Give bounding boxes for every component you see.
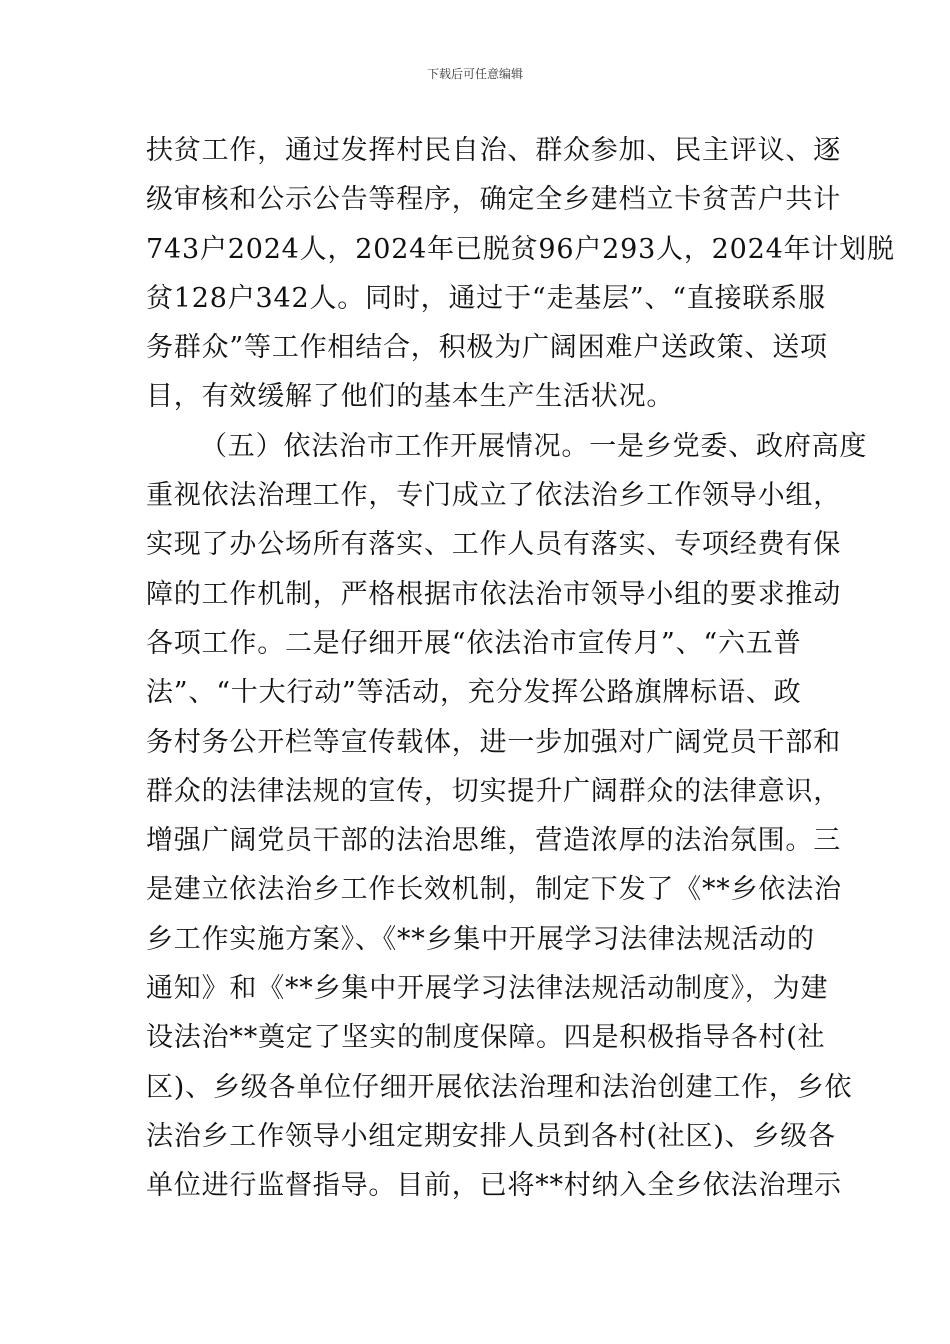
text-line: 实现了办公场所有落实、工作人员有落实、专项经费有保 xyxy=(146,529,841,561)
text-line: 贫128户342人。同时，通过于“走基层”、“直接联系服 xyxy=(146,282,826,314)
text-line: 级审核和公示公告等程序，确定全乡建档立卡贫苦户共计 xyxy=(146,184,841,216)
text-line: 区)、乡级各单位仔细开展依法治理和法治创建工作，乡依 xyxy=(146,1071,853,1103)
page-header: 下载后可任意编辑 xyxy=(426,67,523,81)
text-line: 目，有效缓解了他们的基本生产生活状况。 xyxy=(146,381,675,413)
text-line: 务村务公开栏等宣传载体，进一步加强对广阔党员干部和 xyxy=(146,726,841,758)
text-line: 各项工作。二是仔细开展“依法治市宣传月”、“六五普 xyxy=(146,627,802,659)
text-line: 障的工作机制，严格根据市依法治市领导小组的要求推动 xyxy=(146,578,841,610)
document-body xyxy=(146,126,895,1211)
text-line: 重视依法治理工作，专门成立了依法治乡工作领导小组， xyxy=(146,480,841,512)
text-line: 单位进行监督指导。目前，已将**村纳入全乡依法治理示 xyxy=(146,1170,842,1202)
paragraph-rule-of-law xyxy=(146,422,868,1211)
text-line: 743户2024人，2024年已脱贫96户293人，2024年计划脱 xyxy=(146,233,895,265)
text-line: 设法治**奠定了坚实的制度保障。四是积极指导各村(社 xyxy=(146,1022,826,1054)
text-line: 增强广阔党员干部的法治思维，营造浓厚的法治氛围。三 xyxy=(146,825,841,857)
text-line: 务群众”等工作相结合，积极为广阔困难户送政策、送项 xyxy=(146,332,828,364)
text-line: 群众的法律法规的宣传，切实提升广阔群众的法律意识， xyxy=(146,775,841,807)
text-line: （五）依法治市工作开展情况。一是乡党委、政府高度 xyxy=(200,430,868,462)
text-line: 法治乡工作领导小组定期安排人员到各村(社区)、乡级各 xyxy=(146,1120,836,1152)
text-line: 是建立依法治乡工作长效机制，制定下发了《**乡依法治 xyxy=(146,874,842,906)
text-line: 通知》和《**乡集中开展学习法律法规活动制度》，为建 xyxy=(146,973,829,1005)
text-line: 乡工作实施方案》、《**乡集中开展学习法律法规活动的 xyxy=(146,923,815,955)
paragraph-poverty-relief xyxy=(146,126,895,422)
text-line: 扶贫工作，通过发挥村民自治、群众参加、民主评议、逐 xyxy=(146,135,841,166)
text-line: 法”、“十大行动”等活动，充分发挥公路旗牌标语、政 xyxy=(146,677,802,709)
